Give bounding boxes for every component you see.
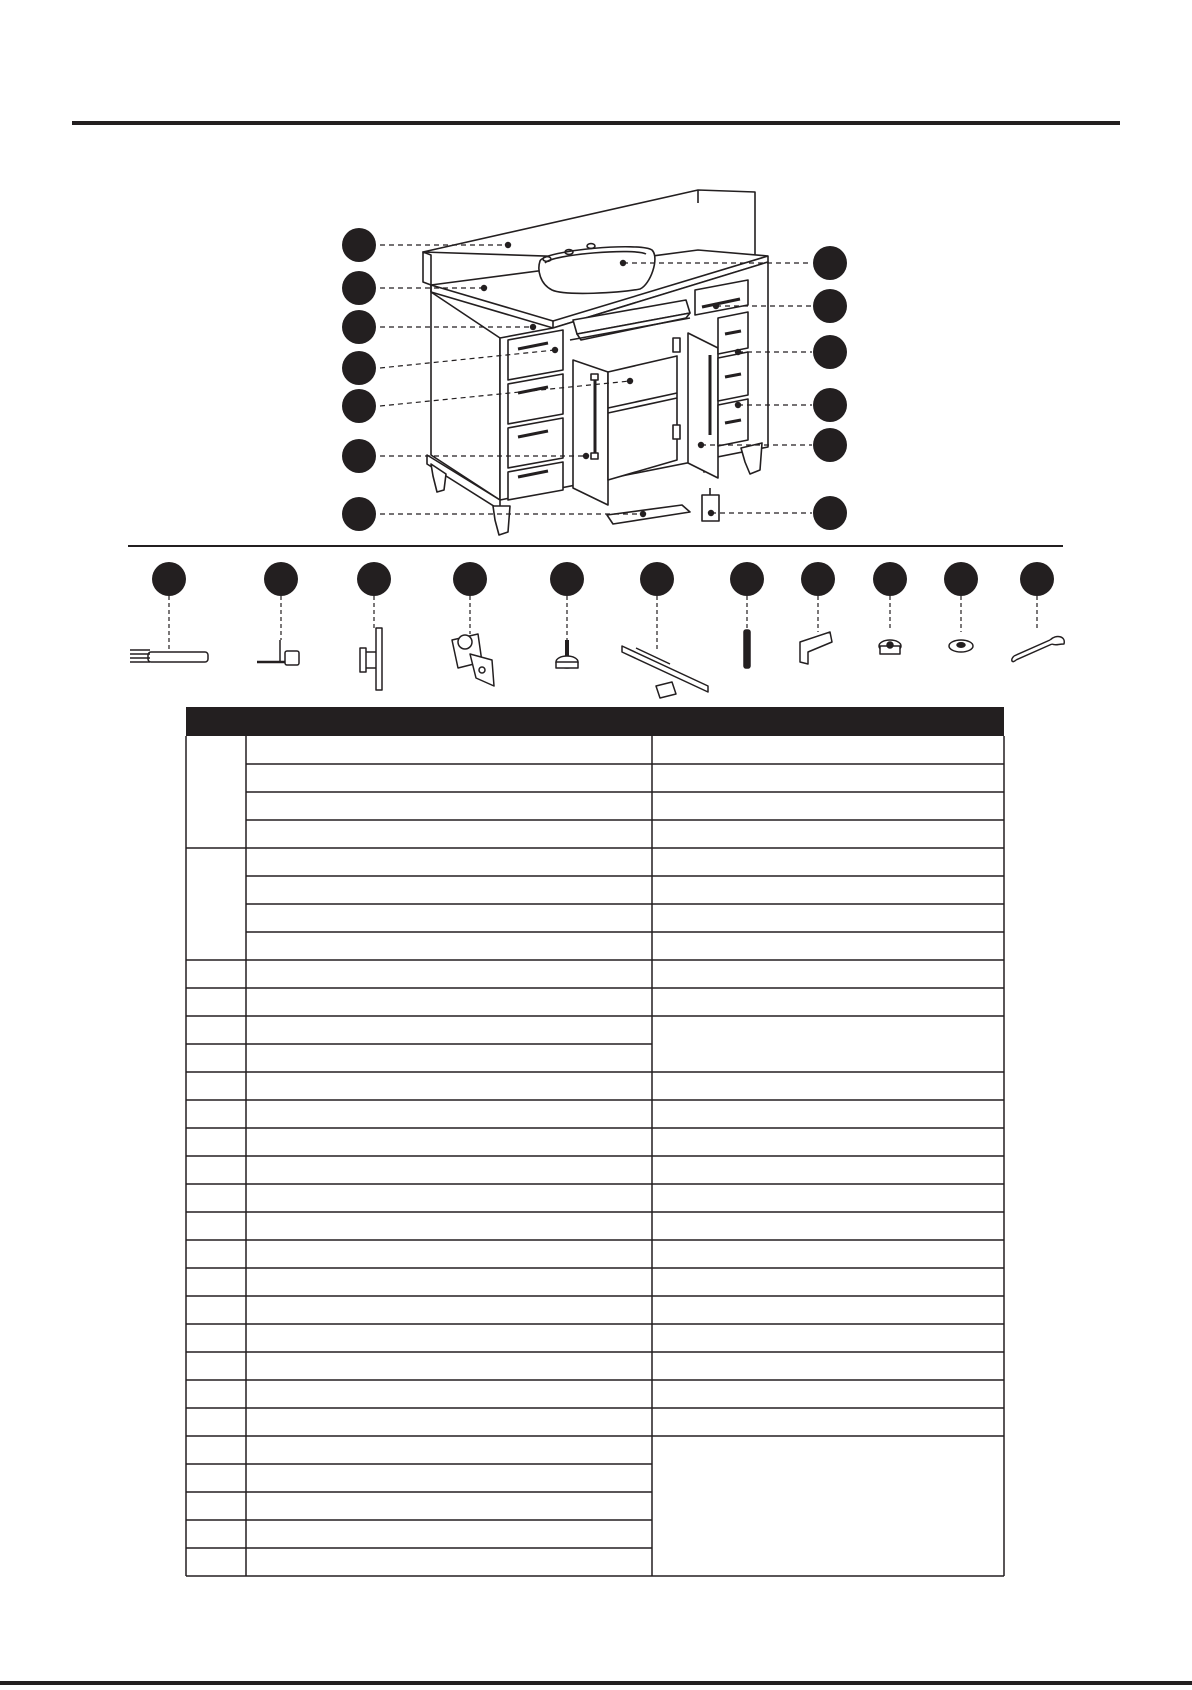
washer-icon (949, 640, 973, 652)
hardware-callout-bubble (944, 562, 978, 596)
part-callout-bubble (813, 428, 847, 462)
section-divider (128, 545, 1063, 547)
part-callout-bubble (813, 388, 847, 422)
hardware-callout-bubble (873, 562, 907, 596)
header-rule (72, 121, 1120, 125)
part-callout-bubble (813, 496, 847, 530)
cam-lock-icon (879, 640, 901, 654)
hardware-callout-bubble (801, 562, 835, 596)
part-callout-bubble (813, 246, 847, 280)
part-callout-bubble (342, 351, 376, 385)
hardware-callout-bubble (550, 562, 584, 596)
part-callout-bubble (342, 439, 376, 473)
hardware-callout-bubble (453, 562, 487, 596)
parts-table-header (186, 707, 1004, 736)
vanity-cabinet-illustration (423, 190, 768, 535)
hardware-callout-bubble (357, 562, 391, 596)
hardware-callout-bubble (152, 562, 186, 596)
shelf-pin-icon (257, 640, 299, 665)
parts-table (186, 707, 1004, 1576)
hardware-callout-bubble (730, 562, 764, 596)
part-callout-bubble (813, 335, 847, 369)
part-callout-bubble (342, 389, 376, 423)
wrench-icon (1012, 637, 1064, 662)
drawer-slide-icon (622, 646, 708, 698)
part-callout-bubble (342, 228, 376, 262)
part-callout-bubble (342, 271, 376, 305)
l-bracket-icon (800, 632, 832, 664)
screw-icon (744, 630, 750, 668)
part-callout-bubble (342, 310, 376, 344)
hardware-callouts (130, 562, 1064, 698)
leveling-foot-icon (556, 640, 578, 668)
part-callout-bubble (342, 497, 376, 531)
hardware-callout-bubble (640, 562, 674, 596)
hinge-icon (452, 634, 494, 686)
dowel-pin-icon (130, 650, 208, 662)
part-callout-bubble (813, 289, 847, 323)
hardware-callout-bubble (264, 562, 298, 596)
footer-rule (0, 1681, 1192, 1685)
door-handle-icon (360, 628, 382, 690)
hardware-callout-bubble (1020, 562, 1054, 596)
